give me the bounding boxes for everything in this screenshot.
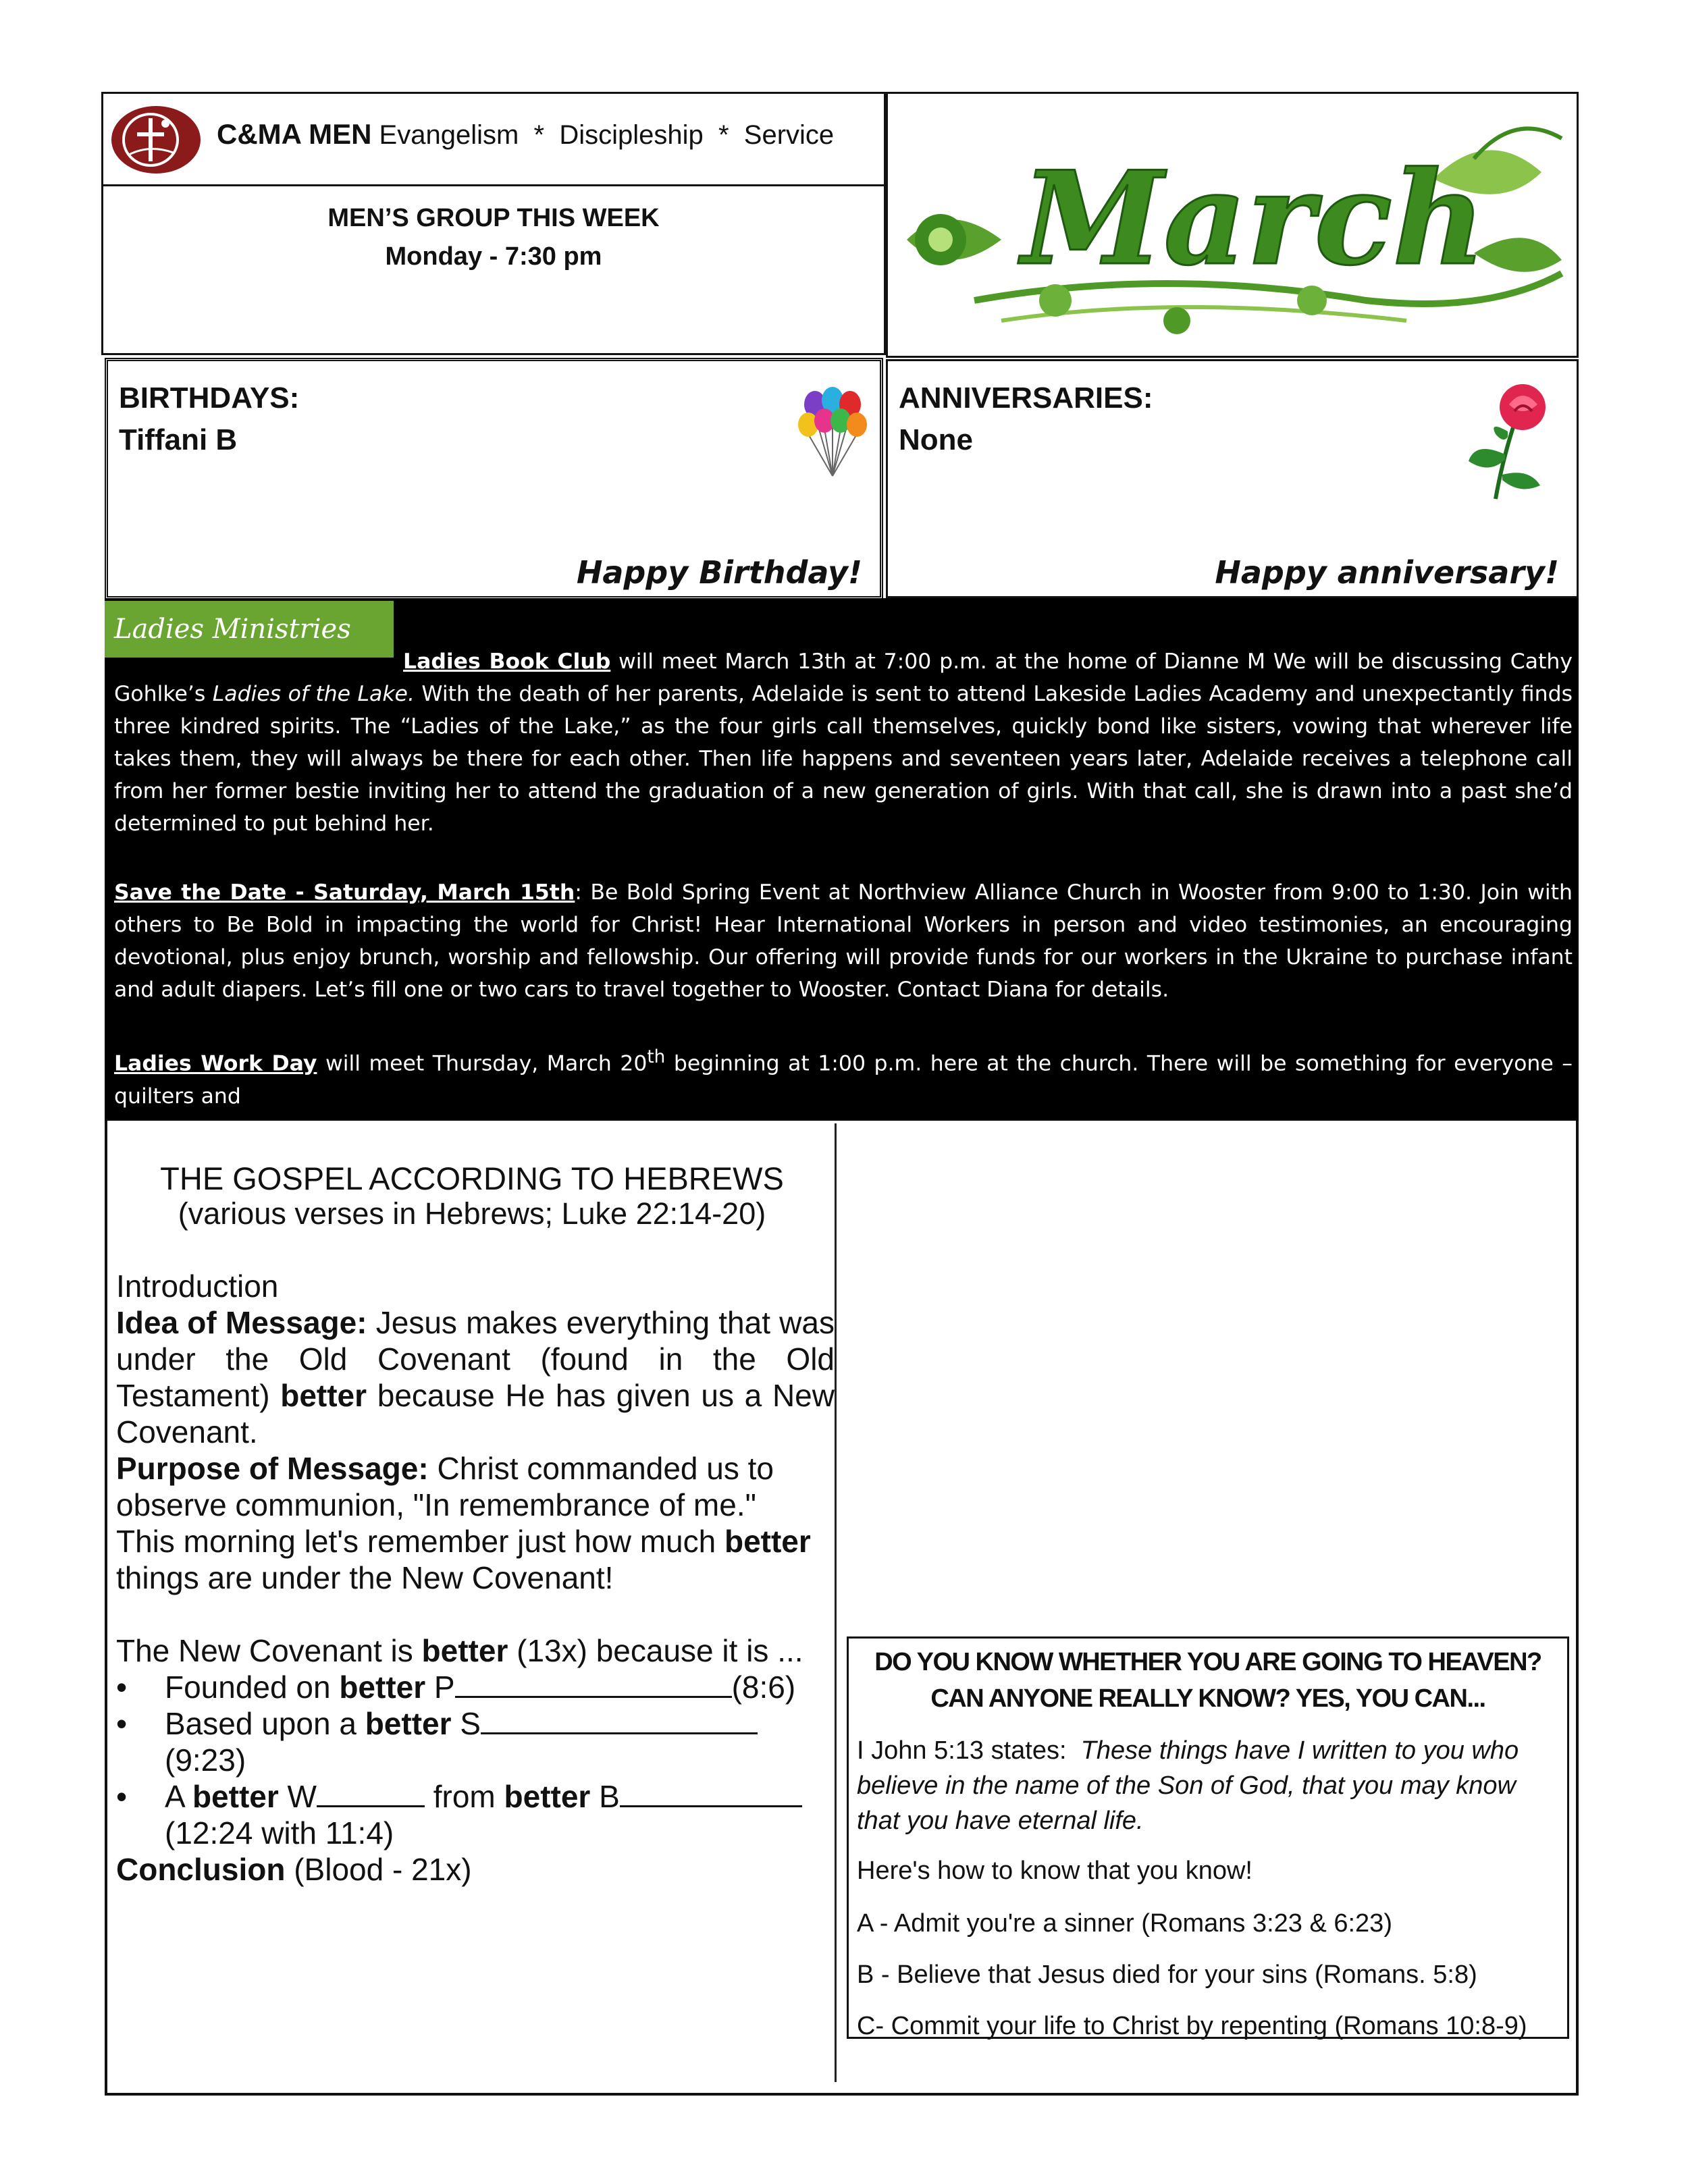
anniversary-name: None — [899, 423, 973, 456]
march-title: March — [1022, 143, 1486, 294]
mens-group-heading: MEN’S GROUP THIS WEEK — [327, 204, 660, 232]
intro-heading: Introduction — [116, 1269, 279, 1304]
birthday-name: Tiffani B — [119, 423, 238, 456]
anniversaries-box — [886, 359, 1579, 598]
point-list — [116, 1669, 835, 1851]
book-club-paragraph: Ladies Book Club will meet March 13th at 7:00 p.m. at the home of Dianne M We will be discussing Cathy Gohlke’s Ladies of the Lake. With the death of her parents, Adelaide is sent to attend Lakeside Ladies Academy and unexpectantly finds three kindred spirits. The “Ladies of the Lake,” as the four girls call themselves, quickly bond like sisters, vowing that wherever life takes them, they will always be there for each other. Then life happens and seventeen years later, Adelaide receives a telephone call from her former bestie inviting her to attend the graduation of a new generation of girls. With that call, she is drawn into a past she’d determined to put behind her. — [114, 649, 1573, 836]
purpose-of-message: Purpose of Message: Christ commanded us to observe communion, "In remembrance of me." — [116, 1451, 774, 1522]
salvation-heading-1: DO YOU KNOW WHETHER YOU ARE GOING TO HEAVEN? — [874, 1648, 1541, 1676]
anniversaries-heading: ANNIVERSARIES: — [899, 381, 1153, 415]
ladies-ministries-tag: Ladies Ministries — [105, 601, 394, 658]
birthdays-heading: BIRTHDAYS: — [119, 381, 300, 415]
work-day-label: Ladies Work Day — [114, 1051, 317, 1076]
work-day-paragraph: Ladies Work Day will meet Thursday, March 20th beginning at 1:00 p.m. here at the church. There will be something for everyone – quilters and — [114, 1047, 1573, 1109]
salvation-step-a: A - Admit you're a sinner (Romans 3:23 & 6:23) — [857, 1909, 1392, 1938]
book-club-label: Ladies Book Club — [403, 649, 611, 674]
fill-in-blank[interactable] — [620, 1778, 802, 1807]
fill-in-blank[interactable] — [317, 1778, 425, 1807]
salvation-heading-2: CAN ANYONE REALLY KNOW? YES, YOU CAN... — [930, 1684, 1485, 1713]
lead-line: The New Covenant is better (13x) because it is ... — [116, 1633, 803, 1668]
balloons-icon — [795, 381, 870, 480]
mens-group-box — [101, 186, 886, 355]
sermon-outline — [116, 1268, 835, 1888]
salvation-box — [847, 1636, 1569, 2039]
conclusion-line: Conclusion (Blood - 21x) — [116, 1852, 472, 1887]
save-date-label: Save the Date - Saturday, March 15th — [114, 880, 575, 905]
salvation-step-b: B - Believe that Jesus died for your sins (Romans. 5:8) — [857, 1961, 1477, 1989]
column-divider — [835, 1123, 837, 2082]
salvation-step-c: C- Commit your life to Christ by repenting (Romans 10:8-9) — [857, 2012, 1527, 2040]
ladies-ministries-section — [105, 598, 1579, 1121]
list-item: • A better W from better B (12:24 with 11:4) — [116, 1778, 835, 1851]
mens-org: C&MA MEN — [217, 118, 372, 150]
rose-icon — [1455, 380, 1556, 502]
sermon-title: THE GOSPEL ACCORDING TO HEBREWS — [160, 1161, 784, 1196]
mens-tagline: Evangelism * Discipleship * Service — [379, 120, 835, 150]
anniversary-greeting: Happy anniversary! — [1215, 554, 1559, 591]
list-item: • Based upon a better S (9:23) — [116, 1705, 835, 1778]
birthday-greeting: Happy Birthday! — [576, 554, 862, 591]
birthdays-box — [105, 358, 883, 600]
idea-of-message: Idea of Message: Jesus makes everything that was under the Old Covenant (found in the Old Testament) better because He has given us a New Covenant. — [116, 1305, 835, 1449]
sermon-subtitle: (various verses in Hebrews; Luke 22:14-20) — [178, 1196, 766, 1231]
salvation-verse: I John 5:13 states: These things have I written to you who believe in the name of the Son of God, that you may know that you have eternal life. — [857, 1736, 1519, 1835]
mens-title — [217, 118, 834, 151]
march-banner — [893, 98, 1572, 354]
morning-text: This morning let's remember just how much better things are under the New Covenant! — [116, 1524, 811, 1595]
fill-in-blank[interactable] — [481, 1705, 758, 1734]
mens-group-time: Monday - 7:30 pm — [385, 242, 602, 271]
march-banner-box — [886, 92, 1579, 358]
cma-logo-icon — [110, 103, 205, 176]
save-date-paragraph: Save the Date - Saturday, March 15th: Be Bold Spring Event at Northview Alliance Church in Wooster from 9:00 to 1:30. Join with others to Be Bold in impacting the world for Christ! Hear International Workers in person and video testimonies, an encouraging devotional, plus enjoy brunch, worship and fellowship. Our offering will provide funds for our workers in the Ukraine to purchase infant and adult diapers. Let’s fill one or two cars to travel together to Wooster. Contact Diana for details. — [114, 880, 1573, 1002]
fill-in-blank[interactable] — [455, 1669, 732, 1698]
salvation-how: Here's how to know that you know! — [857, 1857, 1252, 1885]
mens-header-box — [101, 92, 886, 186]
list-item: • Founded on better P (8:6) — [116, 1669, 835, 1705]
book-title: Ladies of the Lake. — [212, 682, 415, 706]
